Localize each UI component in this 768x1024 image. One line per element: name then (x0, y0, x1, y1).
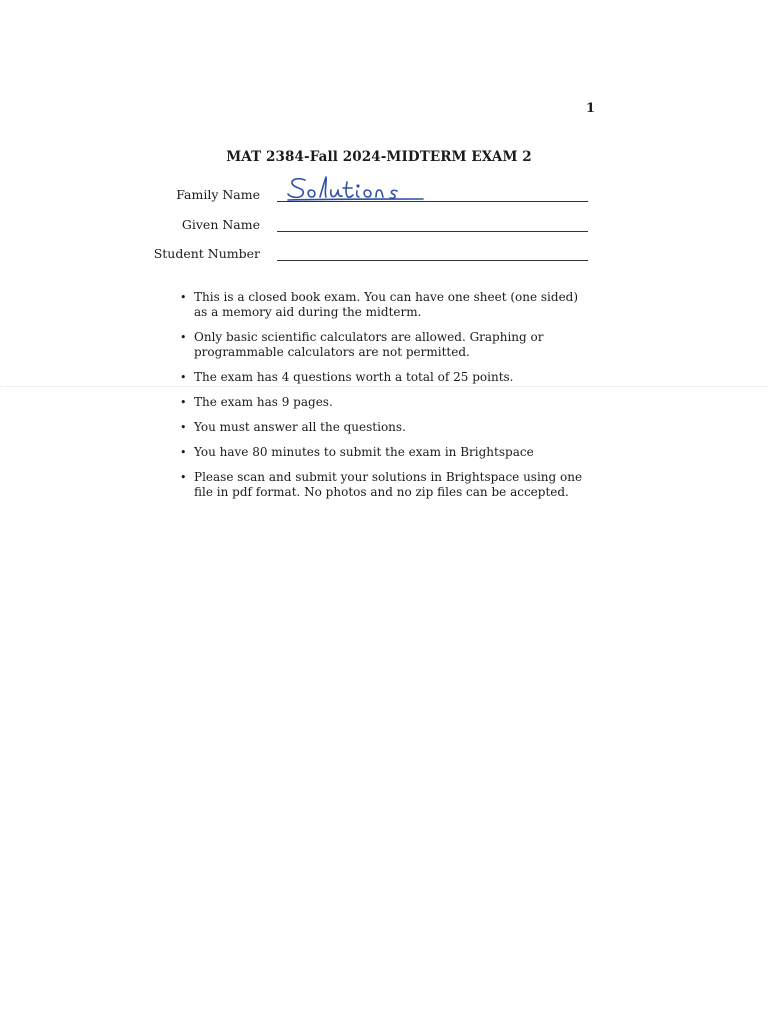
bullet-icon: • (180, 421, 187, 434)
instructions-list (180, 290, 595, 510)
instruction-item (180, 330, 595, 360)
student-number-field (153, 241, 590, 263)
page-number: 1 (586, 101, 596, 116)
family-name-value (285, 174, 425, 204)
given-name-field (160, 212, 590, 234)
bullet-icon: • (180, 396, 187, 409)
bullet-icon: • (180, 291, 187, 304)
family-name-label: Family Name (176, 187, 260, 202)
bullet-icon: • (180, 471, 187, 484)
given-name-underline (277, 231, 588, 232)
student-number-label: Student Number (153, 246, 260, 261)
instruction-text: Only basic scientific calculators are allowed. Graphing or programmable calculators are not permitted. (194, 330, 544, 359)
instruction-item (180, 445, 595, 460)
instruction-text: You have 80 minutes to submit the exam in Brightspace (194, 445, 534, 459)
instruction-text: Please scan and submit your solutions in Brightspace using one file in pdf format. No photos and no zip files can be accepted. (194, 470, 583, 499)
instruction-text: This is a closed book exam. You can have one sheet (one sided) as a memory aid during the midterm. (194, 290, 579, 319)
instruction-item (180, 470, 595, 500)
student-number-underline (277, 260, 588, 261)
instruction-item (180, 420, 595, 435)
exam-title: MAT 2384-Fall 2024-MIDTERM EXAM 2 (226, 149, 532, 165)
handwritten-solutions-signature (285, 174, 425, 204)
given-name-label: Given Name (181, 217, 260, 232)
instruction-text: The exam has 9 pages. (194, 395, 333, 409)
bullet-icon: • (180, 331, 187, 344)
family-name-field (160, 182, 590, 204)
instruction-item (180, 370, 595, 385)
bullet-icon: • (180, 371, 187, 384)
instruction-text: You must answer all the questions. (194, 420, 406, 434)
bullet-icon: • (180, 446, 187, 459)
instruction-item (180, 395, 595, 410)
instruction-text: The exam has 4 questions worth a total of 25 points. (194, 370, 514, 384)
instruction-item (180, 290, 595, 320)
